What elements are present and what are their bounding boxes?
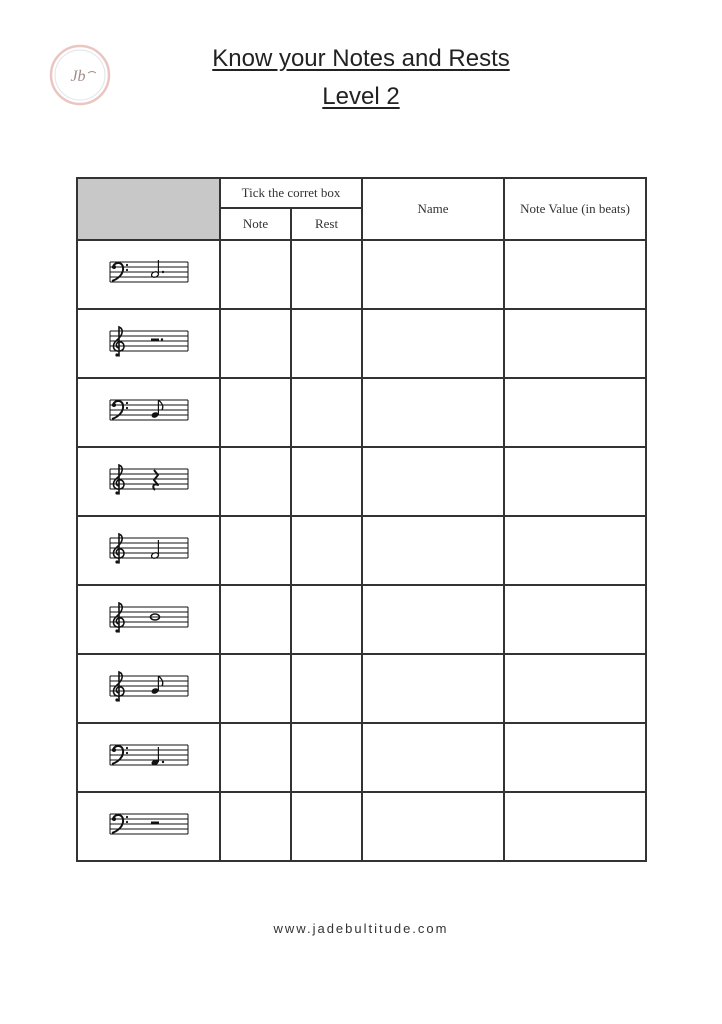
name-answer-cell[interactable]: [362, 447, 504, 516]
rest-tick-box[interactable]: [291, 309, 362, 378]
music-symbol-cell: [77, 516, 220, 585]
note-value-answer-cell[interactable]: [504, 309, 646, 378]
minim-rest-icon: [151, 822, 159, 825]
table-row: [77, 516, 646, 585]
name-answer-cell[interactable]: [362, 792, 504, 861]
note-tick-box[interactable]: [220, 378, 291, 447]
note-tick-box[interactable]: [220, 585, 291, 654]
name-answer-cell[interactable]: [362, 378, 504, 447]
music-symbol-cell: [77, 309, 220, 378]
table-row: [77, 240, 646, 309]
music-staff: [109, 324, 189, 358]
rest-tick-box[interactable]: [291, 378, 362, 447]
rest-tick-box[interactable]: [291, 723, 362, 792]
music-symbol-cell: [77, 240, 220, 309]
quaver-icon: [150, 400, 162, 419]
rest-tick-box[interactable]: [291, 516, 362, 585]
music-staff: [109, 255, 189, 289]
name-answer-cell[interactable]: [362, 516, 504, 585]
note-value-answer-cell[interactable]: [504, 240, 646, 309]
website-url: www.jadebultitude.com: [273, 921, 449, 936]
note-value-answer-cell[interactable]: [504, 447, 646, 516]
music-staff: [109, 393, 189, 427]
note-tick-box[interactable]: [220, 723, 291, 792]
note-tick-box[interactable]: [220, 240, 291, 309]
table-row: [77, 309, 646, 378]
table-row: [77, 447, 646, 516]
rest-header: Rest: [291, 208, 362, 240]
rest-tick-box[interactable]: [291, 585, 362, 654]
table-row: [77, 792, 646, 861]
dotted-minim-icon: [150, 260, 163, 278]
notes-rests-table: [76, 177, 647, 862]
table-row: [77, 723, 646, 792]
music-staff: [109, 738, 189, 772]
music-symbol-cell: [77, 723, 220, 792]
worksheet-title: Know your Notes and Rests: [212, 45, 510, 72]
note-value-answer-cell[interactable]: [504, 378, 646, 447]
note-tick-box[interactable]: [220, 792, 291, 861]
name-answer-cell[interactable]: [362, 723, 504, 792]
tick-header: Tick the corret box: [220, 178, 362, 208]
music-staff: [109, 600, 189, 634]
note-header: Note: [220, 208, 291, 240]
music-symbol-cell: [77, 447, 220, 516]
rest-tick-box[interactable]: [291, 240, 362, 309]
name-header: Name: [362, 178, 504, 240]
note-value-answer-cell[interactable]: [504, 585, 646, 654]
music-symbol-cell: [77, 654, 220, 723]
table-row: [77, 654, 646, 723]
quaver-icon: [150, 676, 162, 695]
music-staff: [109, 807, 189, 841]
note-value-answer-cell[interactable]: [504, 654, 646, 723]
name-answer-cell[interactable]: [362, 654, 504, 723]
music-symbol-cell: [77, 378, 220, 447]
table-row: [77, 378, 646, 447]
music-staff: [109, 669, 189, 703]
rest-tick-box[interactable]: [291, 792, 362, 861]
worksheet-level: Level 2: [322, 83, 400, 110]
note-value-answer-cell[interactable]: [504, 723, 646, 792]
note-tick-box[interactable]: [220, 447, 291, 516]
note-value-answer-cell[interactable]: [504, 516, 646, 585]
music-staff: [109, 462, 189, 496]
name-answer-cell[interactable]: [362, 309, 504, 378]
table-row: [77, 585, 646, 654]
rest-tick-box[interactable]: [291, 654, 362, 723]
note-value-header: Note Value (in beats): [504, 178, 646, 240]
music-symbol-cell: [77, 792, 220, 861]
name-answer-cell[interactable]: [362, 585, 504, 654]
music-symbol-cell: [77, 585, 220, 654]
note-tick-box[interactable]: [220, 309, 291, 378]
svg-text:Jb: Jb: [70, 68, 86, 85]
note-tick-box[interactable]: [220, 516, 291, 585]
crotchet-rest-icon: [153, 470, 158, 490]
header-corner-cell: [77, 178, 220, 240]
music-staff: [109, 531, 189, 565]
rest-tick-box[interactable]: [291, 447, 362, 516]
note-tick-box[interactable]: [220, 654, 291, 723]
note-value-answer-cell[interactable]: [504, 792, 646, 861]
name-answer-cell[interactable]: [362, 240, 504, 309]
